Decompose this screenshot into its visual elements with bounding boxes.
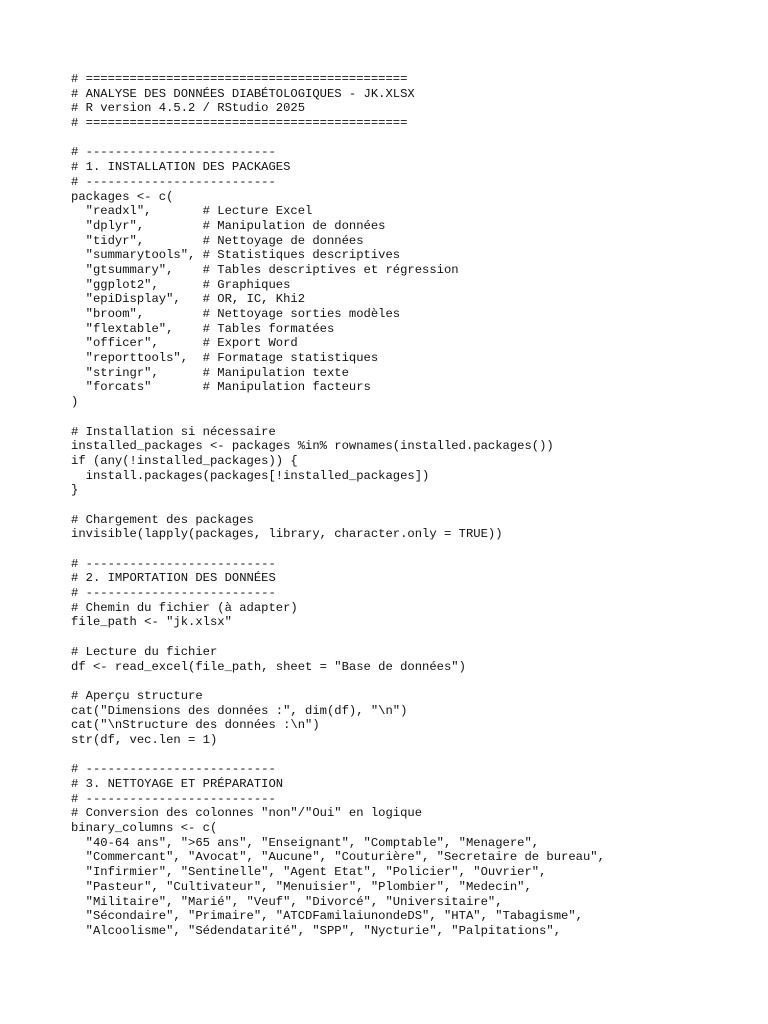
code-line: "ggplot2", # Graphiques [71,277,291,292]
code-line: "40-64 ans", ">65 ans", "Enseignant", "Comptable", "Menagere", [71,835,540,850]
code-line: # ============================================ [71,116,408,131]
code-line: # Chargement des packages [71,512,254,527]
code-line: installed_packages <- packages %in% rownames(installed.packages()) [71,439,554,454]
code-line: "summarytools", # Statistiques descriptives [71,248,401,263]
code-line: # ANALYSE DES DONNÉES DIABÉTOLOGIQUES - JK.XLSX [71,86,415,101]
code-line: binary_columns <- c( [71,821,218,836]
code-line: packages <- c( [71,189,174,204]
code-line: "gtsummary", # Tables descriptives et régression [71,262,459,277]
code-line: "Militaire", "Marié", "Veuf", "Divorcé", "Universitaire", [71,894,503,909]
code-line: "dplyr", # Manipulation de données [71,218,386,233]
code-line: "forcats" # Manipulation facteurs [71,380,371,395]
code-line: "tidyr", # Nettoyage de données [71,233,364,248]
code-line: # Conversion des colonnes "non"/"Oui" en logique [71,806,423,821]
code-line: } [71,483,79,498]
code-line: # ============================================ [71,72,408,86]
code-line: cat("Dimensions des données :", dim(df), "\n") [71,703,408,718]
code-line: # -------------------------- [71,556,276,571]
code-line [71,410,761,425]
code-line [71,542,761,557]
code-line: # 1. INSTALLATION DES PACKAGES [71,160,291,175]
code-line: "Pasteur", "Cultivateur", "Menuisier", "Plombier", "Medecin", [71,879,532,894]
code-line: # Aperçu structure [71,688,203,703]
code-line: "flextable", # Tables formatées [71,321,335,336]
code-line: "Alcoolisme", "Sédendatarité", "SPP", "Nycturie", "Palpitations", [71,923,562,938]
code-line: "Infirmier", "Sentinelle", "Agent Etat", "Policier", "Ouvrier", [71,865,547,880]
code-line: cat("\nStructure des données :\n") [71,718,320,733]
code-line: "broom", # Nettoyage sorties modèles [71,307,401,321]
code-line: "epiDisplay", # OR, IC, Khi2 [71,292,306,307]
code-line: "readxl", # Lecture Excel [71,204,313,219]
code-line [71,498,761,513]
code-line: # Lecture du fichier [71,644,218,659]
code-line: "Commercant", "Avocat", "Aucune", "Couturière", "Secretaire de bureau", [71,850,605,865]
code-line: file_path <- "jk.xlsx" [71,615,232,630]
code-line: str(df, vec.len = 1) [71,732,218,747]
code-line: install.packages(packages[!installed_packages]) [71,468,430,483]
code-line: "Sécondaire", "Primaire", "ATCDFamilaiunondeDS", "HTA", "Tabagisme", [71,909,583,924]
code-line: "stringr", # Manipulation texte [71,365,349,380]
code-line: df <- read_excel(file_path, sheet = "Base de données") [71,659,466,674]
code-line: # -------------------------- [71,762,276,777]
code-line: # R version 4.5.2 / RStudio 2025 [71,101,306,116]
code-line: "officer", # Export Word [71,336,298,351]
code-line: # -------------------------- [71,174,276,189]
code-line: # 2. IMPORTATION DES DONNÉES [71,571,276,586]
code-line: # -------------------------- [71,145,276,160]
code-line: # Chemin du fichier (à adapter) [71,600,298,615]
code-document [71,72,761,939]
code-line: # Installation si nécessaire [71,424,276,439]
code-line [71,674,761,689]
code-line: # 3. NETTOYAGE ET PRÉPARATION [71,777,284,791]
code-line: if (any(!installed_packages)) { [71,453,298,468]
code-line [71,131,761,146]
code-line [71,630,761,645]
code-line: # -------------------------- [71,586,276,601]
code-line: invisible(lapply(packages, library, character.only = TRUE)) [71,527,503,542]
code-line: ) [71,395,79,410]
code-line: # -------------------------- [71,791,276,806]
code-line [71,748,761,763]
code-line: "reporttools", # Formatage statistiques [71,351,379,366]
